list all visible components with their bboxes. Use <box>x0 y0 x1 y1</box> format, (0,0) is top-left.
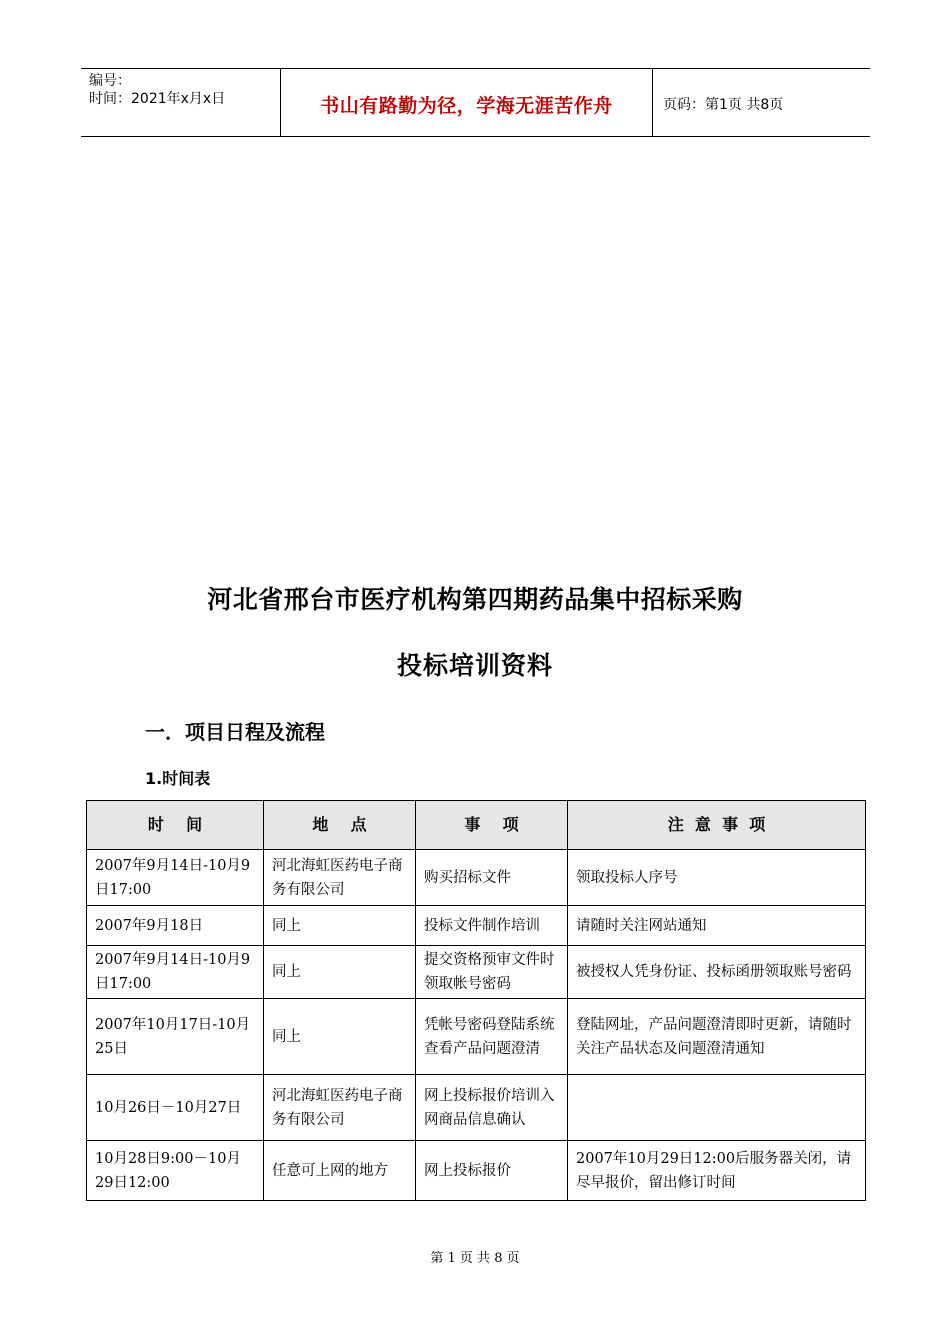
cell-item: 提交资格预审文件时领取帐号密码 <box>416 946 568 999</box>
schedule-table <box>86 800 866 1201</box>
table-row <box>87 999 866 1075</box>
cell-item: 凭帐号密码登陆系统查看产品问题澄清 <box>416 999 568 1075</box>
section-heading: 一．项目日程及流程 <box>145 720 325 744</box>
column-header-item: 事 项 <box>416 801 568 850</box>
cell-time: 10月26日－10月27日 <box>87 1075 264 1141</box>
cell-place: 河北海虹医药电子商务有限公司 <box>264 1075 416 1141</box>
cell-time: 2007年9月18日 <box>87 906 264 946</box>
column-header-note: 注 意 事 项 <box>568 801 866 850</box>
cell-place: 同上 <box>264 946 416 999</box>
table-row <box>87 1141 866 1201</box>
column-header-place: 地 点 <box>264 801 416 850</box>
cell-item: 网上投标报价培训入网商品信息确认 <box>416 1075 568 1141</box>
column-header-time: 时 间 <box>87 801 264 850</box>
cell-note: 领取投标人序号 <box>568 850 866 906</box>
page-footer: 第 1 页 共 8 页 <box>430 1251 520 1266</box>
table-row <box>87 906 866 946</box>
cell-time: 2007年9月14日-10月9日17:00 <box>87 946 264 999</box>
subsection-heading: 1.时间表 <box>145 769 211 788</box>
cell-place: 河北海虹医药电子商务有限公司 <box>264 850 416 906</box>
cell-place: 任意可上网的地方 <box>264 1141 416 1201</box>
document-title-line2: 投标培训资料 <box>396 651 553 680</box>
cell-note: 请随时关注网站通知 <box>568 906 866 946</box>
cell-place: 同上 <box>264 906 416 946</box>
page-header <box>81 68 870 137</box>
cell-note <box>568 1075 866 1141</box>
header-time-label: 时间：2021年x月x日 <box>89 91 226 107</box>
header-motto: 书山有路勤为径，学海无涯苦作舟 <box>281 69 653 136</box>
table-row <box>87 1075 866 1141</box>
cell-note: 登陆网址，产品问题澄清即时更新，请随时关注产品状态及问题澄清通知 <box>568 999 866 1075</box>
cell-note: 2007年10月29日12:00后服务器关闭，请尽早报价，留出修订时间 <box>568 1141 866 1201</box>
document-title-line1: 河北省邢台市医疗机构第四期药品集中招标采购 <box>207 585 743 614</box>
table-header-row <box>87 801 866 850</box>
cell-item: 投标文件制作培训 <box>416 906 568 946</box>
cell-place: 同上 <box>264 999 416 1075</box>
table-row <box>87 850 866 906</box>
header-meta <box>81 69 281 136</box>
header-page-label: 页码：第1页 共8页 <box>663 96 784 113</box>
cell-note: 被授权人凭身份证、投标函册领取账号密码 <box>568 946 866 999</box>
cell-item: 网上投标报价 <box>416 1141 568 1201</box>
cell-time: 2007年9月14日-10月9日17:00 <box>87 850 264 906</box>
cell-time: 2007年10月17日-10月25日 <box>87 999 264 1075</box>
header-number-label: 编号： <box>89 73 131 89</box>
table-row <box>87 946 866 999</box>
cell-time: 10月28日9:00－10月29日12:00 <box>87 1141 264 1201</box>
cell-item: 购买招标文件 <box>416 850 568 906</box>
